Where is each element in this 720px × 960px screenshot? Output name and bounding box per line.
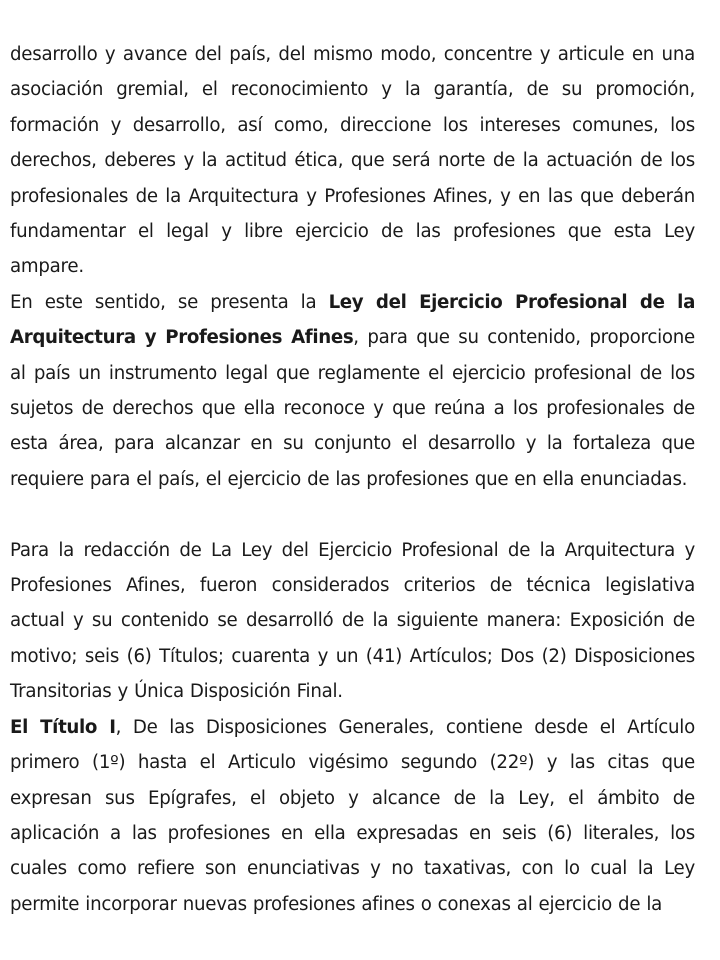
document-body	[10, 37, 695, 922]
paragraph-law-structure	[10, 533, 695, 710]
paragraph-text: , para que su contenido, proporcione al país un instrumento legal que reglamente el ejercicio profesional de los sujetos de derechos que ella reconoce y que reúna a los profesionales de esta área, para alcanzar en su conjunto el desarrollo y la fortaleza que requiere para el país, el ejercicio de las profesiones que en ella enunciadas.	[10, 327, 695, 490]
paragraph-text: En este sentido, se presenta la	[10, 291, 329, 313]
paragraph-text: Para la redacción de La Ley del Ejercicio Profesional de la Arquitectura y Profesiones Afines, fueron considerados criterios de técnica legislativa actual y su contenido se desarrolló de la siguiente manera: Exposición de motivo; seis (6) Títulos; cuarenta y un (41) Artículos; Dos (2) Disposiciones Transitorias y Única Disposición Final.	[10, 539, 695, 703]
law-title-bold: Ley del Ejercicio Profesional de la Arquitectura y Profesiones Afines	[10, 291, 695, 349]
title-one-bold: El Título I	[10, 716, 116, 738]
paragraph-law-presentation	[10, 285, 695, 497]
paragraph-text: , De las Disposiciones Generales, contiene desde el Artículo primero (1º) hasta el Articulo vigésimo segundo (22º) y las citas que expresan sus Epígrafes, el objeto y alcance de la Ley, el ámbito de aplicación a las profesiones en ella expresadas en seis (6) literales, los cuales como refiere son enunciativas y no taxativas, con lo cual la Ley permite incorporar nuevas profesiones afines o conexas al ejercicio de la	[10, 716, 695, 915]
paragraph-title-one	[10, 710, 695, 922]
paragraph-continuation	[10, 37, 695, 285]
paragraph-text: desarrollo y avance del país, del mismo modo, concentre y articule en una asociación gremial, el reconocimiento y la garantía, de su promoción, formación y desarrollo, así como, direccione los intereses comunes, los derechos, deberes y la actitud ética, que será norte de la actuación de los profesionales de la Arquitectura y Profesiones Afines, y en las que deberán fundamentar el legal y libre ejercicio de las profesiones que esta Ley ampare.	[10, 44, 695, 278]
